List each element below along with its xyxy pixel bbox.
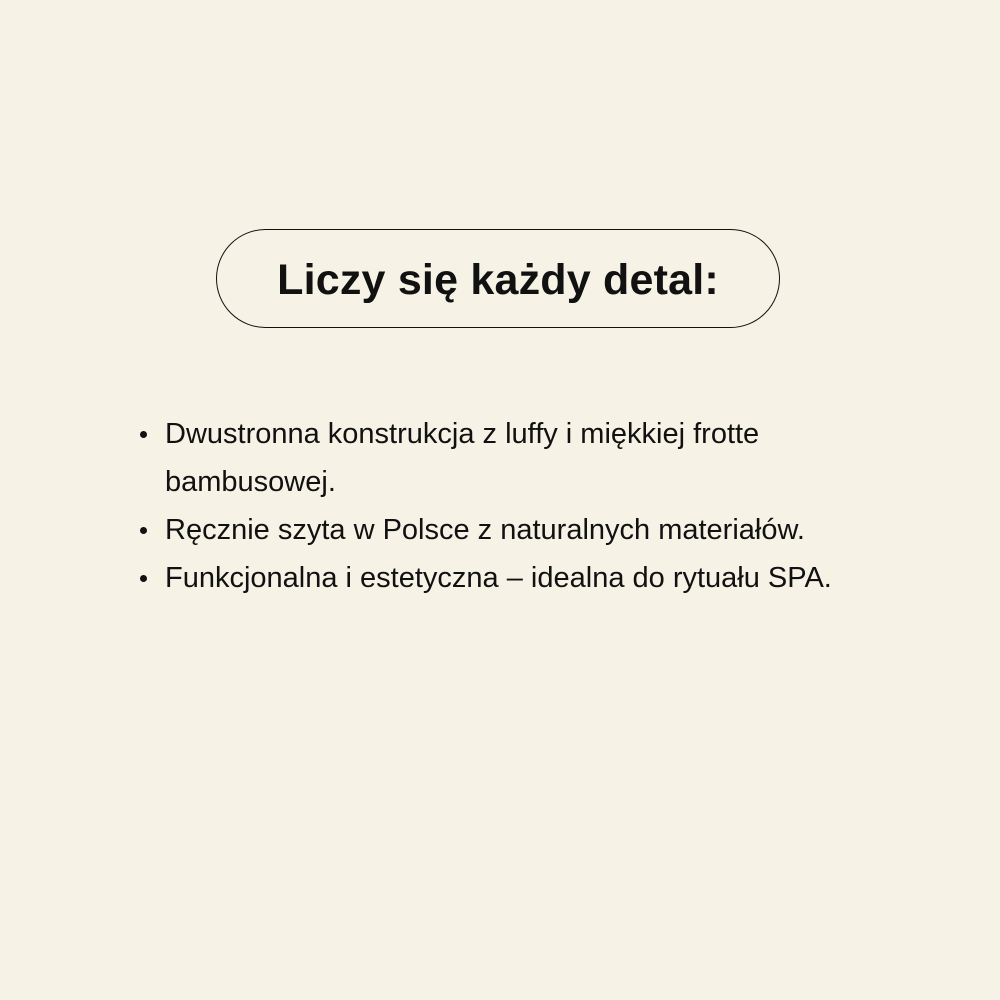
page-title: Liczy się każdy detal:	[277, 256, 719, 304]
bullet-icon	[140, 431, 147, 438]
list-item-text: Dwustronna konstrukcja z luffy i miękkiej frotte bambusowej.	[165, 418, 760, 498]
bullet-icon	[140, 575, 147, 582]
list-item-text: Ręcznie szyta w Polsce z naturalnych materiałów.	[165, 514, 805, 546]
list-item	[138, 506, 898, 554]
feature-list	[138, 410, 898, 602]
list-item	[138, 410, 898, 506]
list-item	[138, 554, 898, 602]
title-pill	[216, 229, 780, 328]
bullet-icon	[140, 527, 147, 534]
list-item-text: Funkcjonalna i estetyczna – idealna do rytuału SPA.	[165, 562, 832, 594]
